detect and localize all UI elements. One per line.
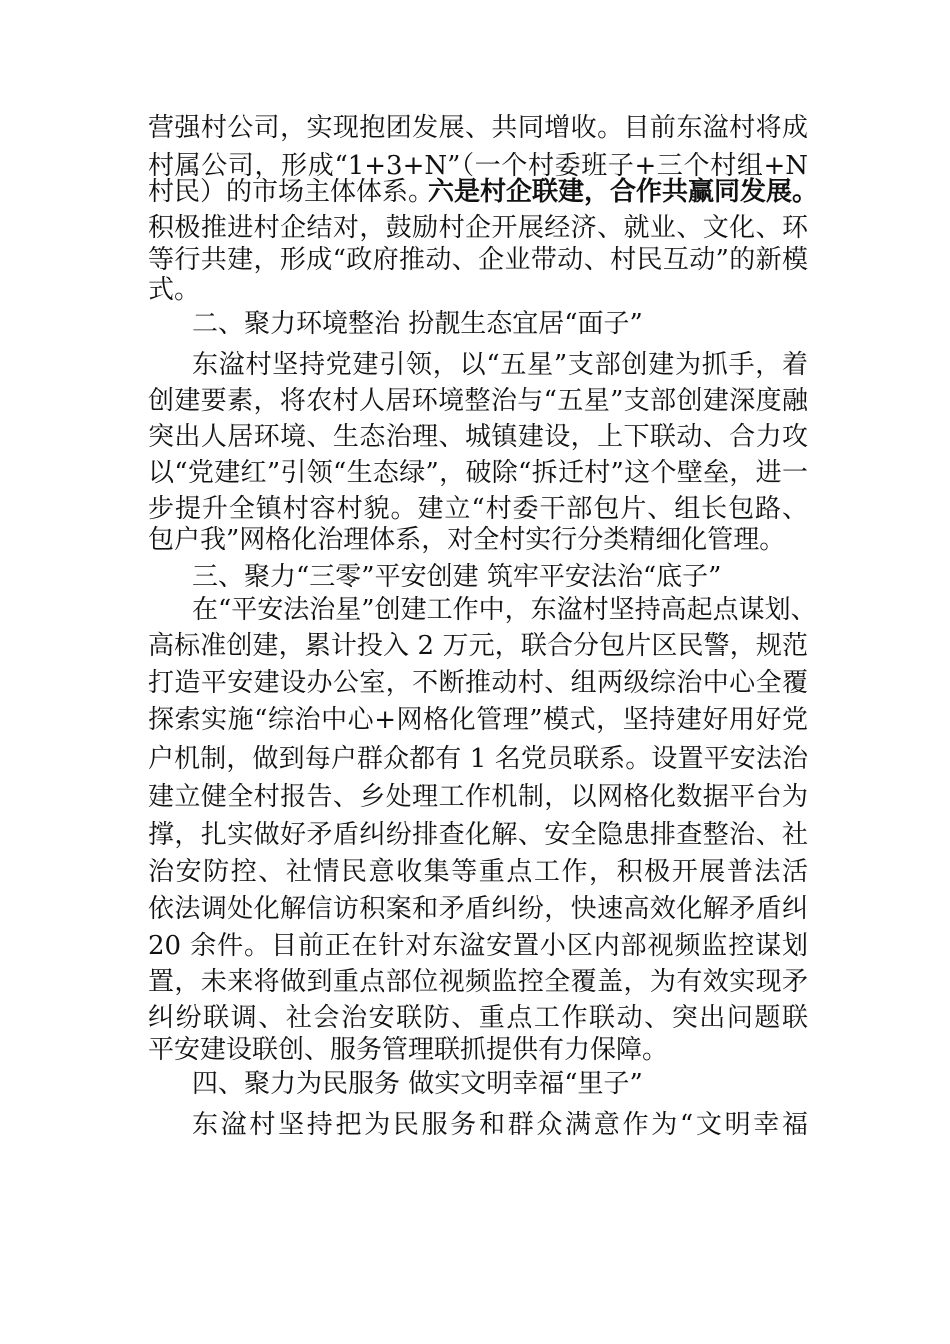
text-line: 打造平安建设办公室，不断推动村、组两级综治中心全覆: [148, 668, 808, 698]
text-line: 建立健全村报告、乡处理工作机制，以网格化数据平台为: [148, 782, 808, 812]
section-heading-two: 二、聚力环境整治 扮靓生态宜居“面子”: [192, 309, 643, 339]
text-line: 包户我”网格化治理体系，对全村实行分类精细化管理。: [148, 525, 786, 555]
text-line: 高标准创建，累计投入 2 万元，联合分包片区民警，规范: [148, 631, 808, 661]
paragraph-line: [0, 1105, 950, 1145]
text-line: 式。: [148, 275, 201, 305]
paragraph-line: [0, 777, 950, 817]
text-line: 撑，扎实做好矛盾纠纷排查化解、安全隐患排查整治、社: [148, 820, 808, 850]
text-line: 置，未来将做到重点部位视频监控全覆盖，为有效实现矛: [148, 967, 808, 997]
text-line: 村属公司，形成“1+3+N”（一个村委班子+三个村组+N: [148, 151, 808, 181]
paragraph-line: [0, 663, 950, 703]
text-line: 以“党建红”引领“生态绿”，破除“拆迁村”这个壁垒，进一: [148, 458, 808, 488]
paragraph-line: [0, 381, 950, 421]
paragraph-line: [0, 626, 950, 666]
section-heading: [0, 1064, 950, 1104]
text-line: 东湓村坚持把为民服务和群众满意作为“文明幸福: [192, 1110, 808, 1140]
section-heading-four: 四、聚力为民服务 做实文明幸福“里子”: [192, 1069, 643, 1099]
text-line: 在“平安法治星”创建工作中，东湓村坚持高起点谋划、: [192, 595, 817, 625]
text-line: 治安防控、社情民意收集等重点工作，积极开展普法活: [148, 857, 808, 887]
text-line: 突出人居环境、生态治理、城镇建设，上下联动、合力攻: [148, 422, 808, 452]
text-line: 等行共建，形成“政府推动、企业带动、村民互动”的新模: [148, 245, 808, 275]
paragraph-line: [0, 453, 950, 493]
section-heading: [0, 304, 950, 344]
paragraph-line: [0, 739, 950, 779]
text-line: 探索实施“综治中心+网格化管理”模式，坚持建好用好党: [148, 705, 808, 735]
paragraph-line: [0, 108, 950, 148]
section-heading-three: 三、聚力“三零”平安创建 筑牢平安法治“底子”: [192, 562, 722, 592]
paragraph-line: [0, 815, 950, 855]
text-line: 依法调处化解信访积案和矛盾纠纷，快速高效化解矛盾纠: [148, 894, 808, 924]
text-line: 东湓村坚持党建引领，以“五星”支部创建为抓手，着: [192, 350, 808, 380]
text-line: 纠纷联调、社会治安联防、重点工作联动、突出问题联: [148, 1003, 808, 1033]
text-line: 户机制，做到每户群众都有 1 名党员联系。设置平安法治: [148, 744, 808, 774]
paragraph-line: [0, 852, 950, 892]
text-line: 步提升全镇村容村貌。建立“村委干部包片、组长包路、: [148, 494, 808, 524]
paragraph-line: [0, 962, 950, 1002]
paragraph-line: [0, 926, 950, 966]
paragraph-line: [0, 590, 950, 630]
paragraph-line: [0, 520, 950, 560]
text-line: 营强村公司，实现抱团发展、共同增收。目前东湓村将成: [148, 113, 808, 143]
paragraph-line: [0, 417, 950, 457]
paragraph-line: [0, 172, 950, 212]
paragraph-line: [0, 889, 950, 929]
text-line: 平安建设联创、服务管理联抓提供有力保障。: [148, 1035, 669, 1065]
paragraph-line: [0, 700, 950, 740]
bold-heading-six: 六是村企联建，合作共赢同发展。: [428, 177, 819, 207]
text-line: 积极推进村企结对，鼓励村企开展经济、就业、文化、环: [148, 213, 808, 243]
text-line: 创建要素，将农村人居环境整治与“五星”支部创建深度融: [148, 386, 808, 416]
paragraph-line: [0, 345, 950, 385]
text-line: 20 余件。目前正在针对东湓安置小区内部视频监控谋划: [148, 931, 808, 961]
text-line: 村民）的市场主体体系。: [148, 177, 435, 207]
